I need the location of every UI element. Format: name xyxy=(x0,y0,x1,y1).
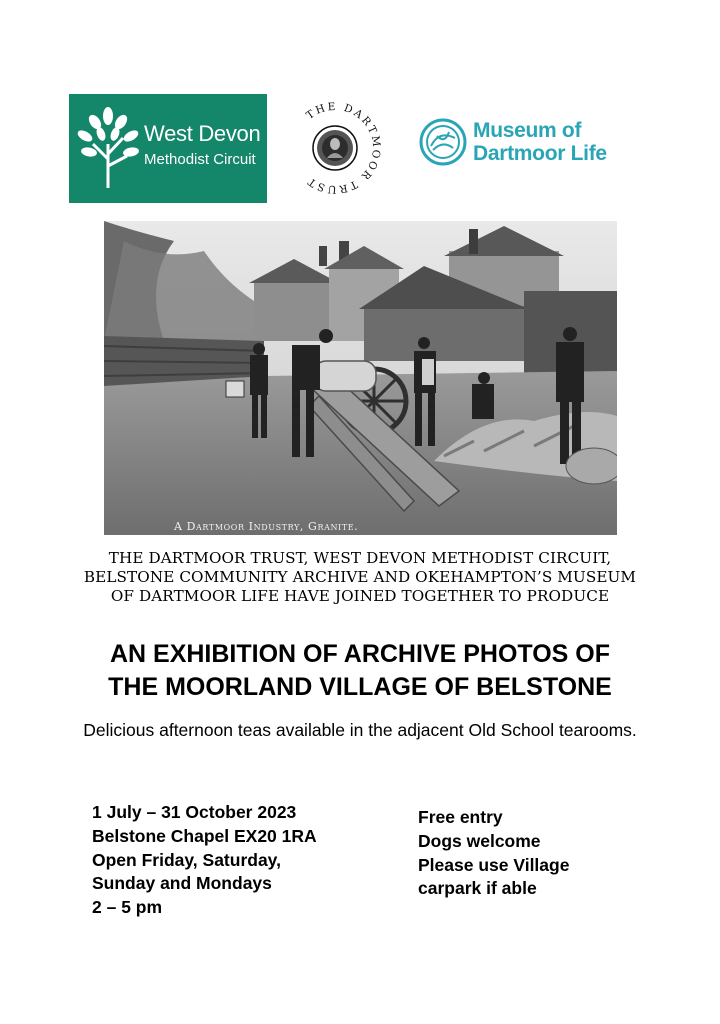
svg-text:THE DARTMOOR TRUST: THE DARTMOOR TRUST xyxy=(304,100,383,196)
west-devon-logo-subtitle: Methodist Circuit xyxy=(144,151,256,168)
carpark-note: carpark if able xyxy=(418,878,537,899)
archive-photo-granite-industry xyxy=(104,221,617,535)
dartmoor-trust-seal xyxy=(287,100,383,196)
afternoon-teas-note: Delicious afternoon teas available in the adjacent Old School tearooms. xyxy=(83,720,637,740)
free-entry: Free entry xyxy=(418,807,503,827)
intro-line: BELSTONE COMMUNITY ARCHIVE AND OKEHAMPTON’S MUSEUM xyxy=(83,568,637,586)
exhibition-headline xyxy=(40,638,680,704)
photo-illustration xyxy=(104,221,617,535)
event-open-days: Open Friday, Saturday, xyxy=(92,849,281,870)
museum-logo-line2: Dartmoor Life xyxy=(473,142,607,165)
carpark-note: Please use Village xyxy=(418,854,570,875)
event-venue: Belstone Chapel EX20 1RA xyxy=(92,825,317,846)
photo-caption: A Dartmoor Industry, Granite. xyxy=(174,520,359,533)
event-hours: 2 – 5 pm xyxy=(92,897,163,918)
event-open-days: Sunday and Mondays xyxy=(92,873,272,894)
headline-line: THE MOORLAND VILLAGE OF BELSTONE xyxy=(108,673,612,701)
headline-line: AN EXHIBITION OF ARCHIVE PHOTOS OF xyxy=(109,640,611,668)
seal-icon xyxy=(287,100,383,196)
museum-emblem-icon xyxy=(419,118,467,166)
museum-logo-line1: Museum of xyxy=(473,119,582,142)
intro-line: THE DARTMOOR TRUST, WEST DEVON METHODIST CIRCUIT, xyxy=(108,549,612,567)
west-devon-methodist-logo xyxy=(69,94,267,203)
museum-of-dartmoor-life-logo xyxy=(419,116,649,172)
tree-icon xyxy=(75,104,141,188)
intro-paragraph xyxy=(40,549,680,606)
west-devon-logo-title: West Devon xyxy=(144,121,261,146)
event-dates: 1 July – 31 October 2023 xyxy=(92,802,297,822)
visitor-info xyxy=(418,806,678,901)
event-details xyxy=(92,801,392,920)
dogs-welcome: Dogs welcome xyxy=(418,830,541,851)
intro-line: OF DARTMOOR LIFE HAVE JOINED TOGETHER TO PRODUCE xyxy=(110,587,610,605)
